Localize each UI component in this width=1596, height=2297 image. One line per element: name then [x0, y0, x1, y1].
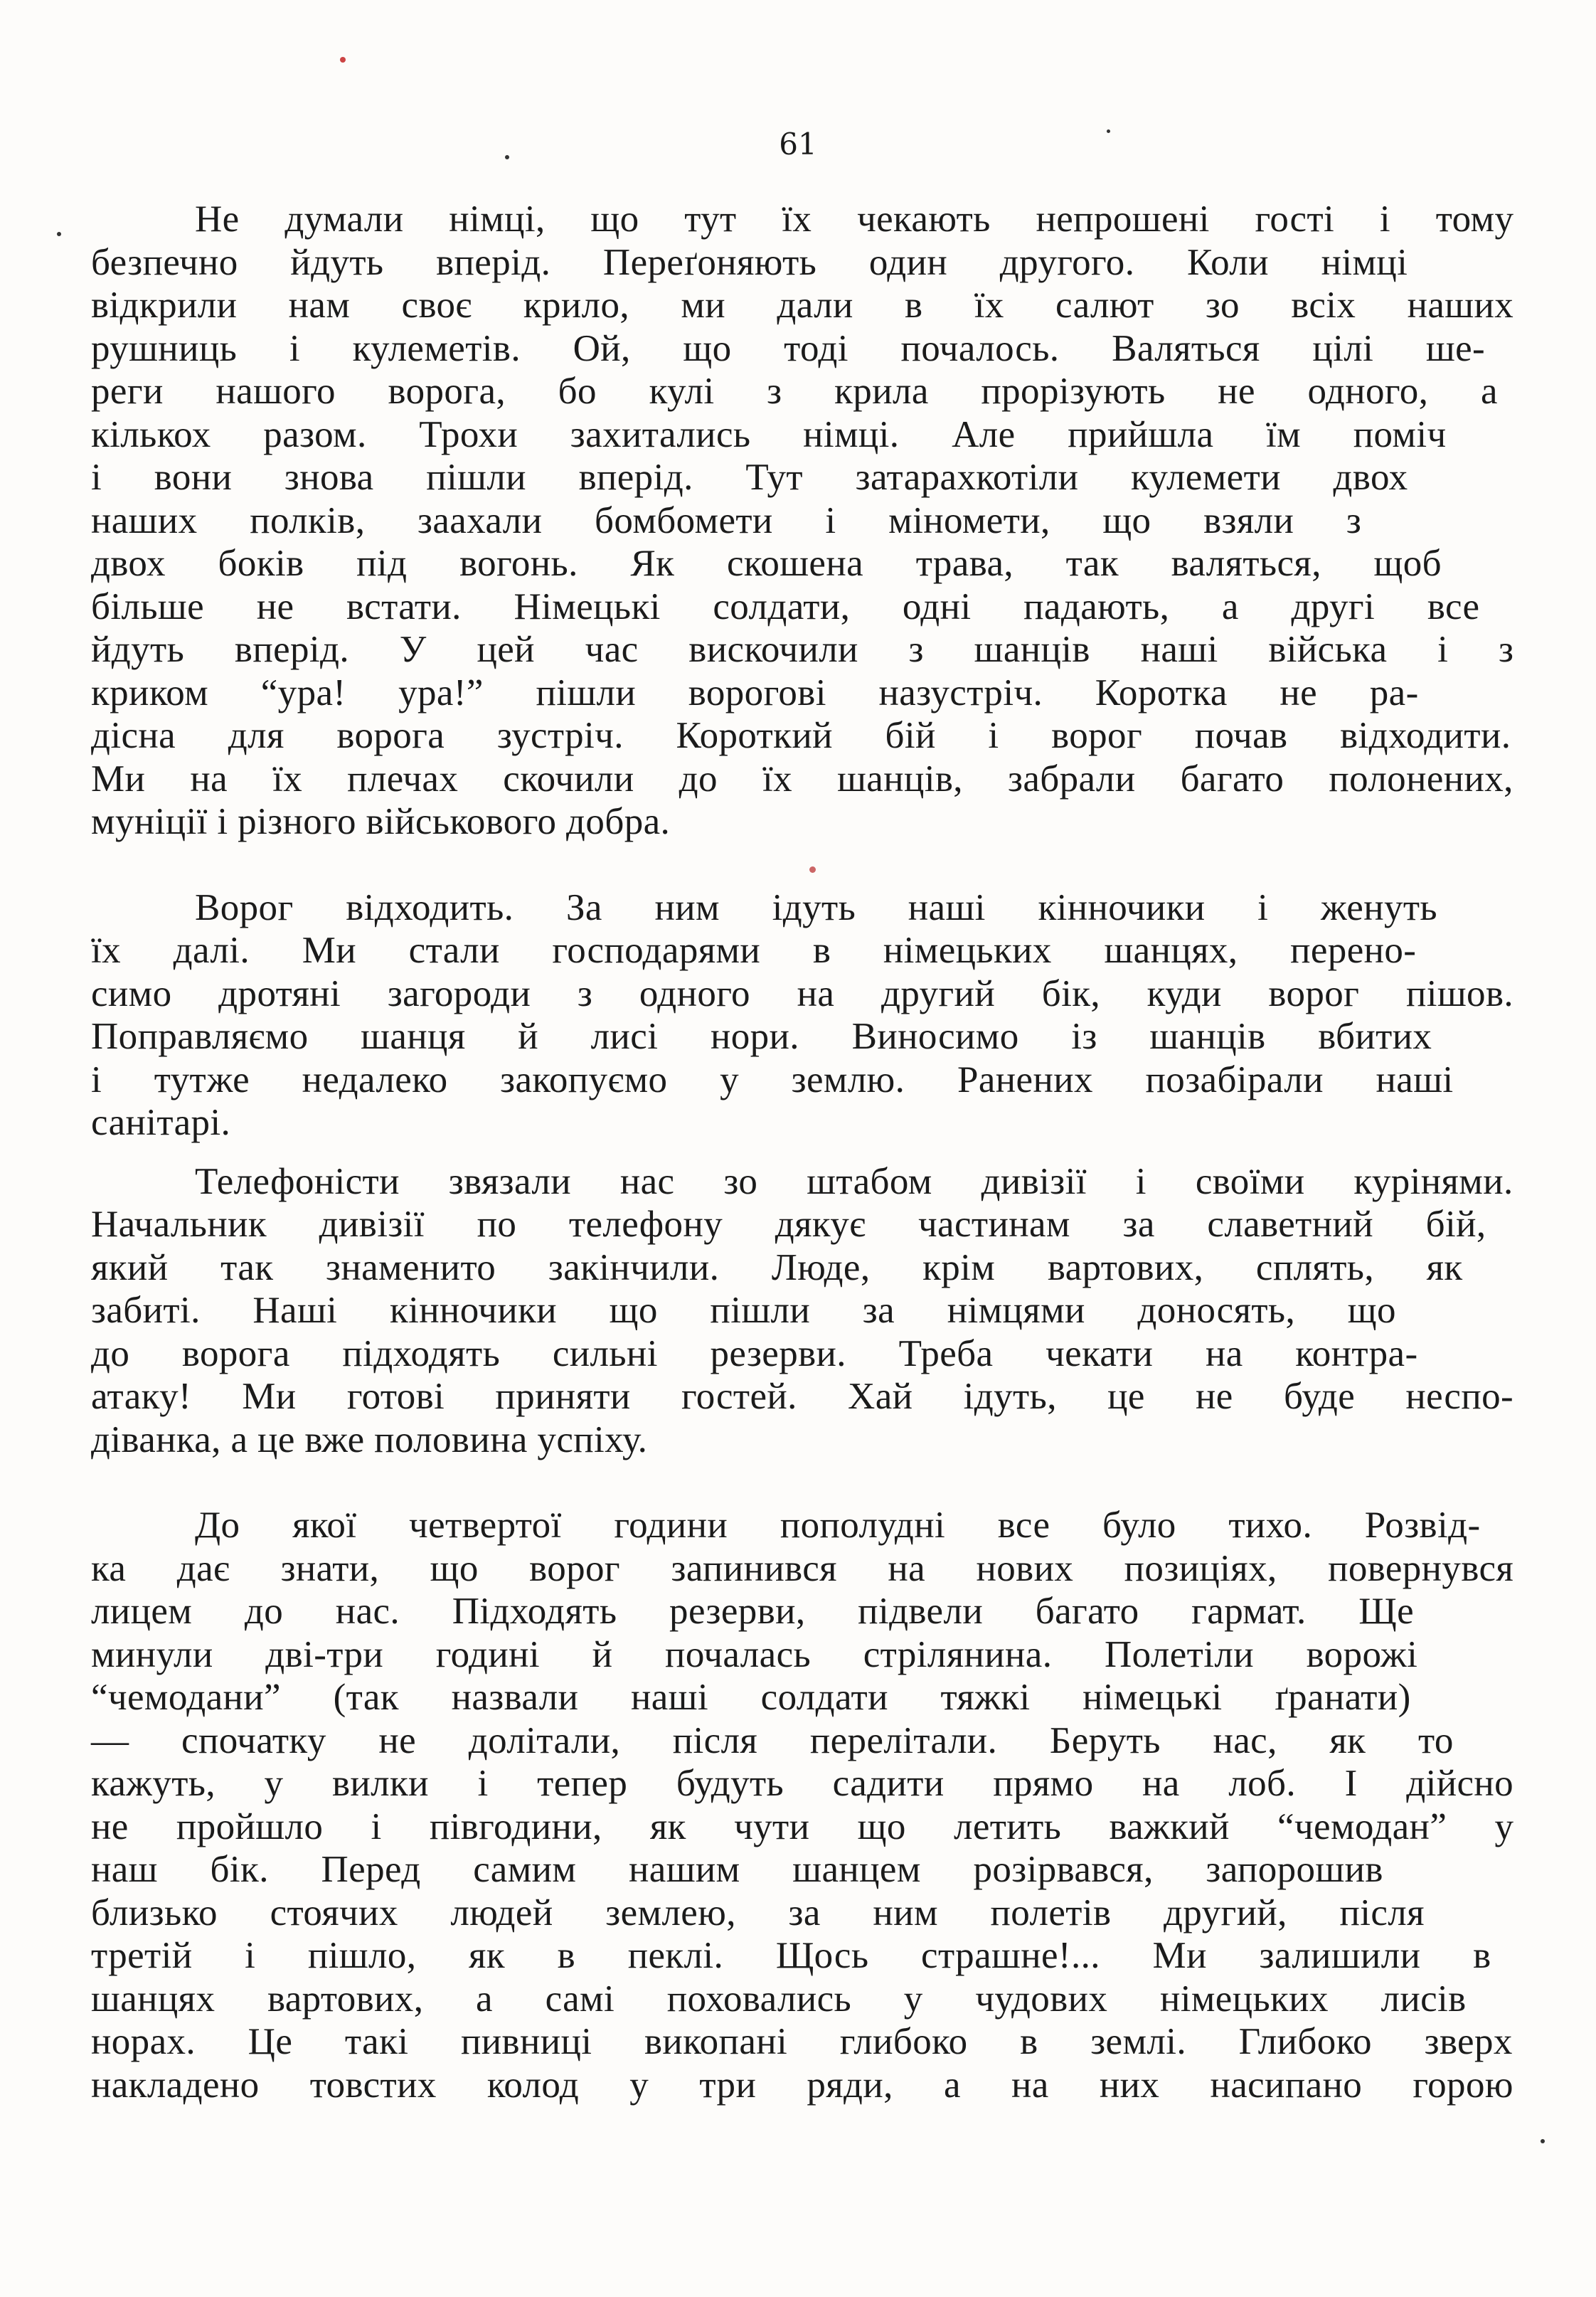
print-speck: [1541, 2139, 1545, 2143]
text-line: лицем до нас. Підходять резерви, підвели багато гармат. Ще: [91, 1591, 1415, 1632]
paragraph-3: [91, 1160, 1513, 1462]
paragraph-4: [91, 1504, 1513, 2106]
text-line: криком “ура! ура!” пішли ворогові назустріч. Коротка не ра-: [91, 672, 1419, 713]
text-line: норах. Це такі пивниці викопані глибоко в землі. Глибоко зверх: [91, 2021, 1513, 2062]
text-line: — спочатку не долітали, після перелітали. Беруть нас, як то: [91, 1719, 1454, 1761]
text-line: третій і пішло, як в пеклі. Щось страшне!... Ми залишили в: [91, 1935, 1491, 1976]
text-line: симо дротяні загороди з одного на другий бік, куди ворог пішов.: [91, 972, 1514, 1014]
text-line: до ворога підходять сильні резерви. Треба чекати на контра-: [91, 1332, 1418, 1374]
text-line: не пройшло і півгодини, як чути що летить важкий “чемодан” у: [91, 1805, 1514, 1847]
text-line: кажуть, у вилки і тепер будуть садити прямо на лоб. І дійсно: [91, 1763, 1514, 1804]
text-line: атаку! Ми готові приняти гостей. Хай ідуть, це не буде неспо-: [91, 1376, 1514, 1417]
text-line: Ми на їх плечах скочили до їх шанців, забрали багато полонених,: [91, 758, 1513, 800]
text-line: двох боків під вогонь. Як скошена трава, так валяться, щоб: [91, 543, 1442, 584]
text-line: їх далі. Ми стали господарями в німецьких шанцях, перено-: [91, 930, 1417, 971]
text-line: і вони знова пішли вперід. Тут затарахкотіли кулемети двох: [91, 457, 1408, 498]
print-speck: [809, 866, 816, 873]
text-line: муніції і різного військового добра.: [91, 801, 671, 842]
paragraph-spacer: [91, 844, 1513, 886]
text-line: який так знаменито закінчили. Люде, крім вартових, сплять, як: [91, 1246, 1463, 1288]
text-line: шанцях вартових, а самі поховались у чудових німецьких лисів: [91, 1978, 1467, 2020]
paragraph-1: [91, 198, 1513, 844]
text-line: йдуть вперід. У цей час вискочили з шанців наші війська і з: [91, 629, 1514, 670]
body-text: [91, 198, 1513, 2106]
print-speck: [505, 155, 509, 159]
text-line: наших полків, заахали бомбомети і міномети, що взяли з: [91, 499, 1362, 541]
text-line: реги нашого ворога, бо кулі з крила прорізують не одного, а: [91, 371, 1498, 412]
text-line: і тутже недалеко закопуємо у землю. Ранених позабірали наші: [91, 1059, 1454, 1100]
text-line: близько стоячих людей землею, за ним полетів другий, після: [91, 1892, 1425, 1933]
text-line: Телефоністи звязали нас зо штабом дивізії і своїми курінями.: [195, 1160, 1513, 1202]
text-line: забиті. Наші кінночики що пішли за німцями доносять, що: [91, 1290, 1396, 1331]
text-line: дісна для ворога зустріч. Короткий бій і ворог почав відходити.: [91, 715, 1511, 756]
paragraph-spacer: [91, 1145, 1513, 1160]
print-speck: [340, 57, 346, 63]
text-line: відкрили нам своє крило, ми дали в їх салют зо всіх наших: [91, 285, 1514, 326]
text-line: рушниць і кулеметів. Ой, що тоді почалось. Валяться цілі ше-: [91, 327, 1486, 369]
text-line: Поправляємо шанця й лисі нори. Виносимо із шанців вбитих: [91, 1016, 1432, 1057]
paragraph-spacer: [91, 1461, 1513, 1504]
text-line: Не думали німці, що тут їх чекають непрошені гості і тому: [195, 198, 1514, 240]
text-line: діванка, а це вже половина успіху.: [91, 1418, 648, 1460]
text-line: більше не встати. Німецькі солдати, одні падають, а другі все: [91, 585, 1480, 627]
text-line: Ворог відходить. За ним ідуть наші кінночики і женуть: [195, 886, 1437, 928]
text-line: наш бік. Перед самим нашим шанцем розірвався, запорошив: [91, 1849, 1383, 1890]
print-speck: [1107, 129, 1110, 133]
paragraph-2: [91, 886, 1513, 1145]
text-line: накладено товстих колод у три ряди, а на них насипано горою: [91, 2064, 1513, 2106]
text-line: кількох разом. Трохи захитались німці. Але прийшла їм поміч: [91, 413, 1447, 455]
text-line: “чемодани” (так назвали наші солдати тяжкі німецькі ґранати): [91, 1677, 1411, 1718]
text-line: Начальник дивізії по телефону дякує частинам за славетний бій,: [91, 1204, 1486, 1245]
text-line: До якої четвертої години пополудні все було тихо. Розвід-: [195, 1505, 1481, 1546]
text-line: ка дає знати, що ворог запинився на нових позиціях, повернувся: [91, 1547, 1514, 1589]
page-number: 61: [779, 127, 817, 161]
print-speck: [57, 232, 61, 236]
text-line: безпечно йдуть вперід. Переґоняють один другого. Коли німці: [91, 241, 1408, 283]
text-line: санітарі.: [91, 1102, 231, 1143]
text-line: минули дві-три годині й почалась стрілянина. Полетіли ворожі: [91, 1633, 1418, 1675]
